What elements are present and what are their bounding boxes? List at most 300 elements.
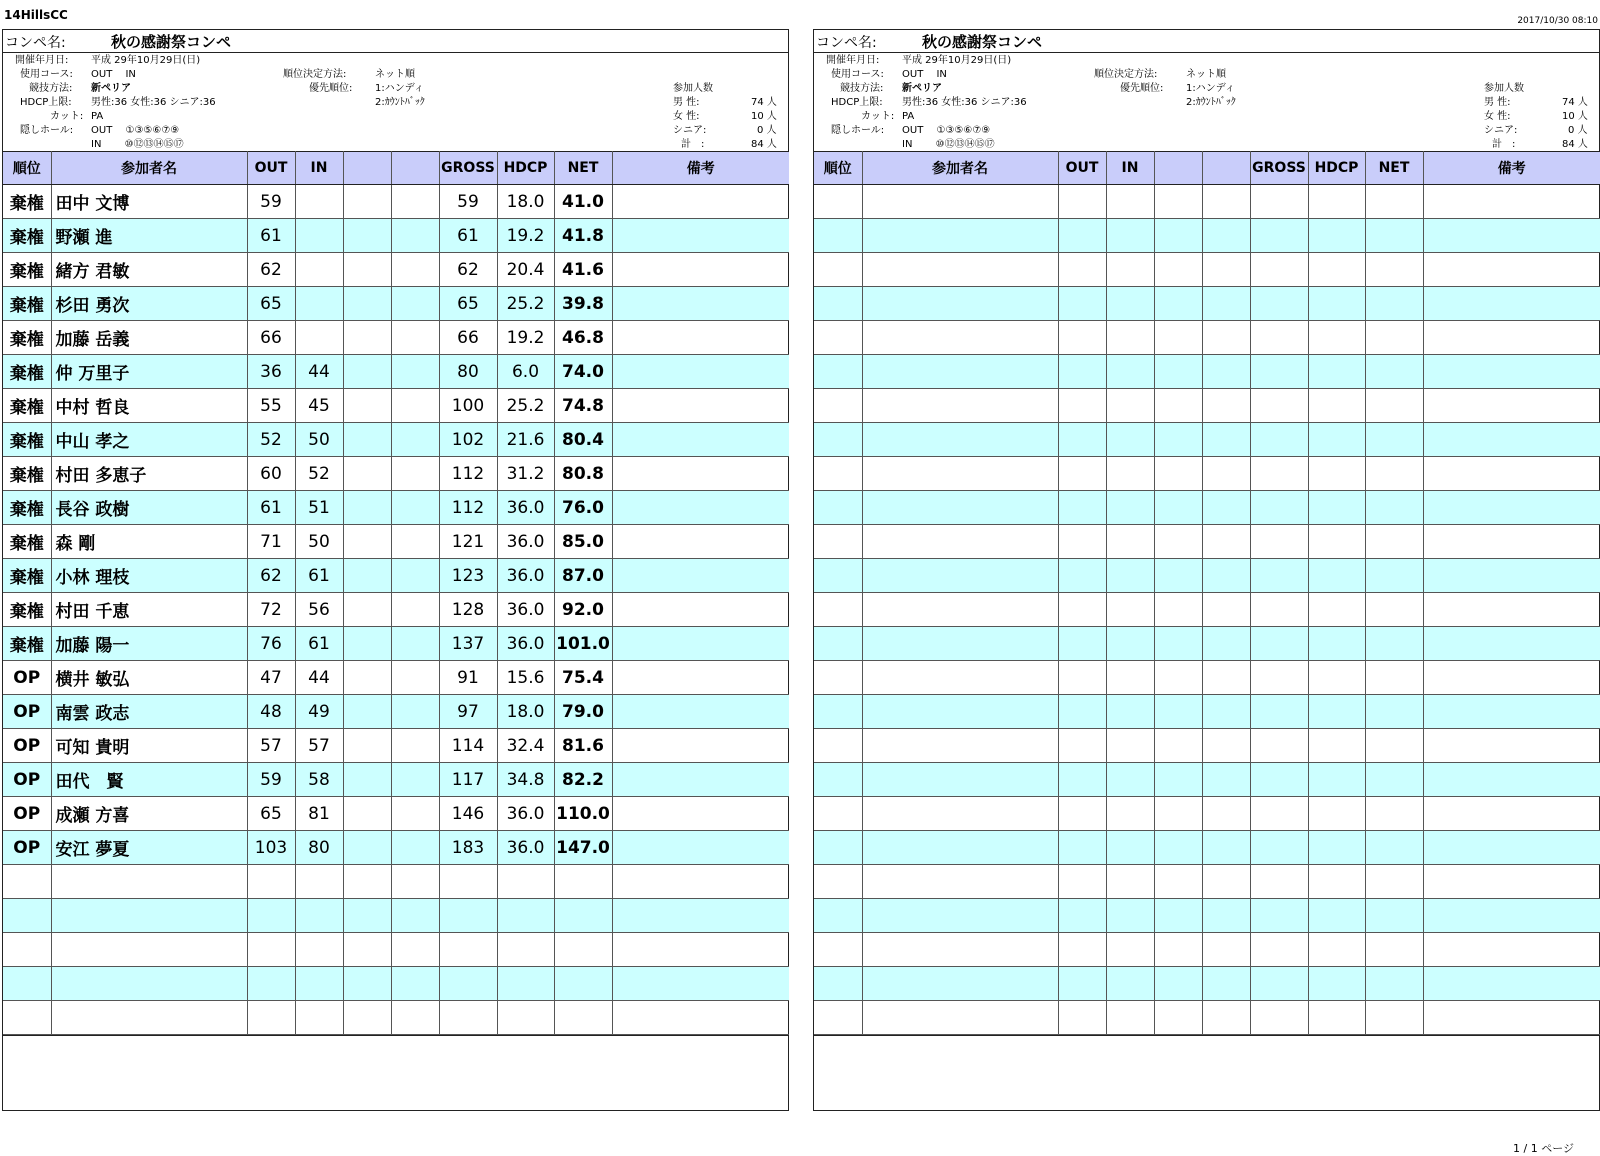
- gross-cell: [1250, 287, 1308, 321]
- gross-cell: 102: [439, 423, 497, 457]
- header-net: NET: [1365, 152, 1423, 185]
- rank-method-value: ネット順: [375, 69, 415, 80]
- name-cell: [51, 933, 247, 967]
- name-cell: 長谷 政樹: [51, 491, 247, 525]
- in-cell: 57: [295, 729, 343, 763]
- rank-cell: 棄権: [3, 321, 51, 355]
- rank-cell: [814, 457, 862, 491]
- rank-cell: 棄権: [3, 525, 51, 559]
- name-cell: [862, 287, 1058, 321]
- note-cell: [612, 491, 789, 525]
- blank-cell: [343, 491, 391, 525]
- hdcp-cell: 36.0: [497, 593, 554, 627]
- priority-label: 優先順位:: [309, 83, 353, 94]
- net-cell: [1365, 457, 1423, 491]
- blank-cell: [391, 865, 439, 899]
- header-rank: 順位: [3, 152, 51, 185]
- results-table: [814, 151, 1600, 1035]
- header-blank-2: [1202, 152, 1250, 185]
- gross-cell: [1250, 899, 1308, 933]
- hdcp-cell: [1308, 389, 1365, 423]
- total-count: 84 人: [1562, 139, 1588, 150]
- name-cell: [862, 865, 1058, 899]
- in-cell: [295, 185, 343, 219]
- hdcp-cell: [1308, 355, 1365, 389]
- net-cell: 147.0: [554, 831, 612, 865]
- note-cell: [1423, 797, 1600, 831]
- blank-cell: [391, 185, 439, 219]
- gross-cell: [1250, 593, 1308, 627]
- out-cell: [247, 967, 295, 1001]
- note-cell: [612, 797, 789, 831]
- gross-cell: [1250, 627, 1308, 661]
- table-row: [814, 253, 1600, 287]
- name-cell: [862, 729, 1058, 763]
- out-cell: [1058, 185, 1106, 219]
- table-row: [3, 423, 789, 457]
- blank-cell: [391, 491, 439, 525]
- blank-cell: [1154, 695, 1202, 729]
- blank-cell: [391, 729, 439, 763]
- rank-cell: OP: [3, 661, 51, 695]
- note-cell: [1423, 219, 1600, 253]
- name-cell: [51, 967, 247, 1001]
- name-cell: 成瀬 方喜: [51, 797, 247, 831]
- table-row: [3, 593, 789, 627]
- in-cell: 44: [295, 355, 343, 389]
- hdcp-cell: 6.0: [497, 355, 554, 389]
- note-cell: [1423, 593, 1600, 627]
- blank-cell: [391, 355, 439, 389]
- hdcp-cell: [1308, 899, 1365, 933]
- note-cell: [1423, 287, 1600, 321]
- name-cell: 野瀬 進: [51, 219, 247, 253]
- hidden-hole-label: 隠しホール:: [20, 125, 74, 136]
- net-cell: 74.0: [554, 355, 612, 389]
- hdcp-cell: 31.2: [497, 457, 554, 491]
- net-cell: 110.0: [554, 797, 612, 831]
- gross-cell: [1250, 865, 1308, 899]
- table-row: [3, 185, 789, 219]
- blank-cell: [391, 967, 439, 1001]
- male-label: 男 性:: [673, 97, 700, 108]
- net-cell: [1365, 525, 1423, 559]
- header-gross: GROSS: [1250, 152, 1308, 185]
- gross-cell: 100: [439, 389, 497, 423]
- name-cell: 南雲 政志: [51, 695, 247, 729]
- rank-cell: OP: [3, 797, 51, 831]
- rank-cell: [3, 1001, 51, 1035]
- in-cell: 81: [295, 797, 343, 831]
- in-cell: [1106, 797, 1154, 831]
- hdcp-cell: [497, 933, 554, 967]
- rank-cell: [814, 729, 862, 763]
- rank-method-label: 順位決定方法:: [283, 69, 347, 80]
- blank-cell: [1202, 831, 1250, 865]
- table-row: [3, 933, 789, 967]
- table-row: [3, 899, 789, 933]
- hdcp-cell: 36.0: [497, 797, 554, 831]
- male-count: 74 人: [751, 97, 777, 108]
- net-cell: [1365, 695, 1423, 729]
- out-cell: [1058, 763, 1106, 797]
- note-cell: [612, 423, 789, 457]
- method-value: 新ペリア: [91, 83, 131, 94]
- hdcp-cell: 20.4: [497, 253, 554, 287]
- table-row: [3, 389, 789, 423]
- name-cell: 横井 敏弘: [51, 661, 247, 695]
- blank-cell: [1202, 525, 1250, 559]
- note-cell: [612, 559, 789, 593]
- in-cell: [295, 933, 343, 967]
- net-cell: [1365, 967, 1423, 1001]
- out-cell: 52: [247, 423, 295, 457]
- hdcp-cell: 15.6: [497, 661, 554, 695]
- table-row: [814, 559, 1600, 593]
- header-hdcp: HDCP: [497, 152, 554, 185]
- gross-cell: 66: [439, 321, 497, 355]
- blank-cell: [1202, 899, 1250, 933]
- table-row: [814, 1001, 1600, 1035]
- header-rank: 順位: [814, 152, 862, 185]
- in-cell: 80: [295, 831, 343, 865]
- gross-cell: [1250, 967, 1308, 1001]
- in-cell: [1106, 763, 1154, 797]
- note-cell: [1423, 321, 1600, 355]
- blank-cell: [1202, 593, 1250, 627]
- hdcp-cell: [1308, 593, 1365, 627]
- blank-cell: [391, 219, 439, 253]
- out-cell: 59: [247, 763, 295, 797]
- name-cell: 村田 多恵子: [51, 457, 247, 491]
- hdcp-cell: 18.0: [497, 185, 554, 219]
- blank-cell: [1202, 763, 1250, 797]
- out-cell: 61: [247, 219, 295, 253]
- blank-cell: [1154, 967, 1202, 1001]
- competition-label: コンペ名:: [5, 35, 66, 51]
- gross-cell: 146: [439, 797, 497, 831]
- rank-cell: [814, 185, 862, 219]
- header-note: 備考: [1423, 152, 1600, 185]
- net-cell: [1365, 491, 1423, 525]
- name-cell: [862, 525, 1058, 559]
- table-row: [814, 763, 1600, 797]
- female-count: 10 人: [751, 111, 777, 122]
- in-cell: [1106, 253, 1154, 287]
- note-cell: [1423, 355, 1600, 389]
- priority-label: 優先順位:: [1120, 83, 1164, 94]
- name-cell: [862, 559, 1058, 593]
- in-cell: [1106, 865, 1154, 899]
- name-cell: [862, 355, 1058, 389]
- name-cell: 仲 万里子: [51, 355, 247, 389]
- table-row: [3, 219, 789, 253]
- in-cell: [1106, 661, 1154, 695]
- results-table: [3, 151, 789, 1035]
- table-row: [3, 287, 789, 321]
- out-cell: [1058, 593, 1106, 627]
- note-cell: [1423, 763, 1600, 797]
- name-cell: [862, 185, 1058, 219]
- note-cell: [612, 389, 789, 423]
- blank-cell: [1154, 593, 1202, 627]
- in-cell: 50: [295, 423, 343, 457]
- table-row: [814, 287, 1600, 321]
- in-cell: [1106, 729, 1154, 763]
- name-cell: [862, 627, 1058, 661]
- note-cell: [612, 661, 789, 695]
- name-cell: [862, 593, 1058, 627]
- gross-cell: [439, 967, 497, 1001]
- note-cell: [1423, 559, 1600, 593]
- blank-cell: [1202, 491, 1250, 525]
- rank-method-value: ネット順: [1186, 69, 1226, 80]
- hdcp-cell: [1308, 321, 1365, 355]
- hdcp-cell: [1308, 253, 1365, 287]
- table-row: [814, 899, 1600, 933]
- hdcp-cell: 36.0: [497, 831, 554, 865]
- table-row: [3, 1001, 789, 1035]
- rank-cell: [814, 831, 862, 865]
- blank-cell: [1202, 865, 1250, 899]
- hdcp-cell: 18.0: [497, 695, 554, 729]
- hdcp-cell: 36.0: [497, 525, 554, 559]
- rank-cell: [814, 287, 862, 321]
- method-label: 競技方法:: [840, 83, 884, 94]
- name-cell: 安江 夢夏: [51, 831, 247, 865]
- blank-cell: [1202, 933, 1250, 967]
- blank-cell: [391, 321, 439, 355]
- note-cell: [1423, 253, 1600, 287]
- note-cell: [612, 729, 789, 763]
- male-label: 男 性:: [1484, 97, 1511, 108]
- blank-cell: [1202, 423, 1250, 457]
- competition-label: コンペ名:: [816, 35, 877, 51]
- net-cell: 74.8: [554, 389, 612, 423]
- net-cell: [1365, 185, 1423, 219]
- blank-cell: [1154, 899, 1202, 933]
- out-cell: [1058, 287, 1106, 321]
- out-cell: [1058, 423, 1106, 457]
- table-row: [814, 661, 1600, 695]
- gross-cell: 117: [439, 763, 497, 797]
- out-cell: 103: [247, 831, 295, 865]
- rank-cell: [814, 559, 862, 593]
- blank-cell: [1202, 797, 1250, 831]
- header-name: 参加者名: [862, 152, 1058, 185]
- blank-cell: [391, 627, 439, 661]
- note-cell: [1423, 423, 1600, 457]
- table-row: [814, 457, 1600, 491]
- net-cell: [554, 865, 612, 899]
- rank-cell: 棄権: [3, 287, 51, 321]
- hdcp-cell: 36.0: [497, 559, 554, 593]
- table-row: [3, 355, 789, 389]
- cut-label: カット:: [50, 111, 84, 122]
- rank-cell: [3, 967, 51, 1001]
- blank-cell: [391, 1001, 439, 1035]
- hdcp-cell: [1308, 763, 1365, 797]
- note-cell: [612, 593, 789, 627]
- participants-label: 参加人数: [1484, 83, 1524, 94]
- in-cell: [295, 865, 343, 899]
- rank-cell: 棄権: [3, 457, 51, 491]
- net-cell: 92.0: [554, 593, 612, 627]
- blank-cell: [343, 661, 391, 695]
- course-value: OUT IN: [91, 69, 136, 80]
- out-cell: [1058, 729, 1106, 763]
- blank-cell: [1154, 491, 1202, 525]
- net-cell: [1365, 253, 1423, 287]
- competition-name: 秋の感謝祭コンペ: [922, 33, 1043, 51]
- note-cell: [612, 899, 789, 933]
- table-row: [814, 593, 1600, 627]
- name-cell: [862, 797, 1058, 831]
- note-cell: [1423, 695, 1600, 729]
- hdcp-cell: [1308, 525, 1365, 559]
- gross-cell: [1250, 389, 1308, 423]
- gross-cell: [1250, 933, 1308, 967]
- blank-cell: [391, 457, 439, 491]
- hdcp-cell: [497, 967, 554, 1001]
- hdcp-cell: [1308, 627, 1365, 661]
- hdcp-cell: 19.2: [497, 321, 554, 355]
- header-note: 備考: [612, 152, 789, 185]
- hdcp-cell: 25.2: [497, 287, 554, 321]
- blank-cell: [343, 219, 391, 253]
- blank-cell: [1154, 797, 1202, 831]
- hidden-hole-out: OUT ①③⑤⑥⑦⑨: [91, 125, 180, 136]
- header-in: IN: [295, 152, 343, 185]
- blank-cell: [1154, 253, 1202, 287]
- blank-cell: [343, 797, 391, 831]
- in-cell: [1106, 627, 1154, 661]
- out-cell: 48: [247, 695, 295, 729]
- blank-cell: [1154, 389, 1202, 423]
- in-cell: [1106, 423, 1154, 457]
- blank-cell: [1202, 627, 1250, 661]
- rank-cell: OP: [3, 831, 51, 865]
- out-cell: [1058, 253, 1106, 287]
- note-cell: [612, 1001, 789, 1035]
- competition-info: [814, 53, 1599, 151]
- note-cell: [1423, 491, 1600, 525]
- header-net: NET: [554, 152, 612, 185]
- gross-cell: 97: [439, 695, 497, 729]
- header-blank-1: [1154, 152, 1202, 185]
- hdcp-cell: [1308, 457, 1365, 491]
- rank-cell: OP: [3, 695, 51, 729]
- out-cell: [1058, 389, 1106, 423]
- out-cell: [1058, 525, 1106, 559]
- net-cell: [554, 1001, 612, 1035]
- out-cell: [1058, 559, 1106, 593]
- name-cell: 田中 文博: [51, 185, 247, 219]
- note-cell: [612, 695, 789, 729]
- name-cell: [862, 321, 1058, 355]
- blank-cell: [343, 287, 391, 321]
- table-row: [814, 831, 1600, 865]
- hdcp-cell: [1308, 695, 1365, 729]
- name-cell: [862, 219, 1058, 253]
- rank-cell: [814, 593, 862, 627]
- name-cell: [862, 423, 1058, 457]
- gross-cell: 80: [439, 355, 497, 389]
- rank-cell: [814, 695, 862, 729]
- female-count: 10 人: [1562, 111, 1588, 122]
- gross-cell: 121: [439, 525, 497, 559]
- hdcp-limit-label: HDCP上限:: [20, 97, 72, 108]
- note-cell: [612, 627, 789, 661]
- rank-cell: [814, 967, 862, 1001]
- table-row: [814, 219, 1600, 253]
- senior-count: 0 人: [757, 125, 777, 136]
- hdcp-cell: [1308, 661, 1365, 695]
- rank-method-label: 順位決定方法:: [1094, 69, 1158, 80]
- table-row: [814, 967, 1600, 1001]
- rank-cell: OP: [3, 729, 51, 763]
- blank-cell: [1154, 1001, 1202, 1035]
- note-cell: [612, 287, 789, 321]
- note-cell: [1423, 729, 1600, 763]
- blank-cell: [1202, 253, 1250, 287]
- gross-cell: [1250, 321, 1308, 355]
- header-out: OUT: [247, 152, 295, 185]
- hidden-hole-in: IN ⑩⑫⑬⑭⑮⑰: [902, 139, 995, 150]
- table-row: [814, 321, 1600, 355]
- in-cell: [1106, 219, 1154, 253]
- blank-cell: [343, 321, 391, 355]
- gross-cell: [1250, 797, 1308, 831]
- table-row: [3, 457, 789, 491]
- gross-cell: [1250, 525, 1308, 559]
- gross-cell: 114: [439, 729, 497, 763]
- table-row: [814, 491, 1600, 525]
- net-cell: [1365, 831, 1423, 865]
- hdcp-cell: [1308, 729, 1365, 763]
- method-value: 新ペリア: [902, 83, 942, 94]
- out-cell: 47: [247, 661, 295, 695]
- course-label: 使用コース:: [831, 69, 884, 80]
- net-cell: 85.0: [554, 525, 612, 559]
- note-cell: [612, 321, 789, 355]
- note-cell: [1423, 525, 1600, 559]
- blank-cell: [343, 899, 391, 933]
- gross-cell: [1250, 695, 1308, 729]
- in-cell: [1106, 933, 1154, 967]
- name-cell: 加藤 陽一: [51, 627, 247, 661]
- in-cell: [1106, 1001, 1154, 1035]
- net-cell: 41.8: [554, 219, 612, 253]
- name-cell: [862, 695, 1058, 729]
- net-cell: [1365, 423, 1423, 457]
- name-cell: 小林 理枝: [51, 559, 247, 593]
- in-cell: 61: [295, 559, 343, 593]
- gross-cell: [1250, 253, 1308, 287]
- gross-cell: [1250, 661, 1308, 695]
- table-row: [3, 253, 789, 287]
- rank-cell: 棄権: [3, 185, 51, 219]
- note-cell: [1423, 627, 1600, 661]
- table-row: [814, 695, 1600, 729]
- rank-cell: [814, 1001, 862, 1035]
- rank-cell: [814, 661, 862, 695]
- gross-cell: [1250, 355, 1308, 389]
- rank-cell: [3, 865, 51, 899]
- table-row: [814, 729, 1600, 763]
- name-cell: 緒方 君敏: [51, 253, 247, 287]
- priority-1: 1:ハンディ: [375, 83, 424, 94]
